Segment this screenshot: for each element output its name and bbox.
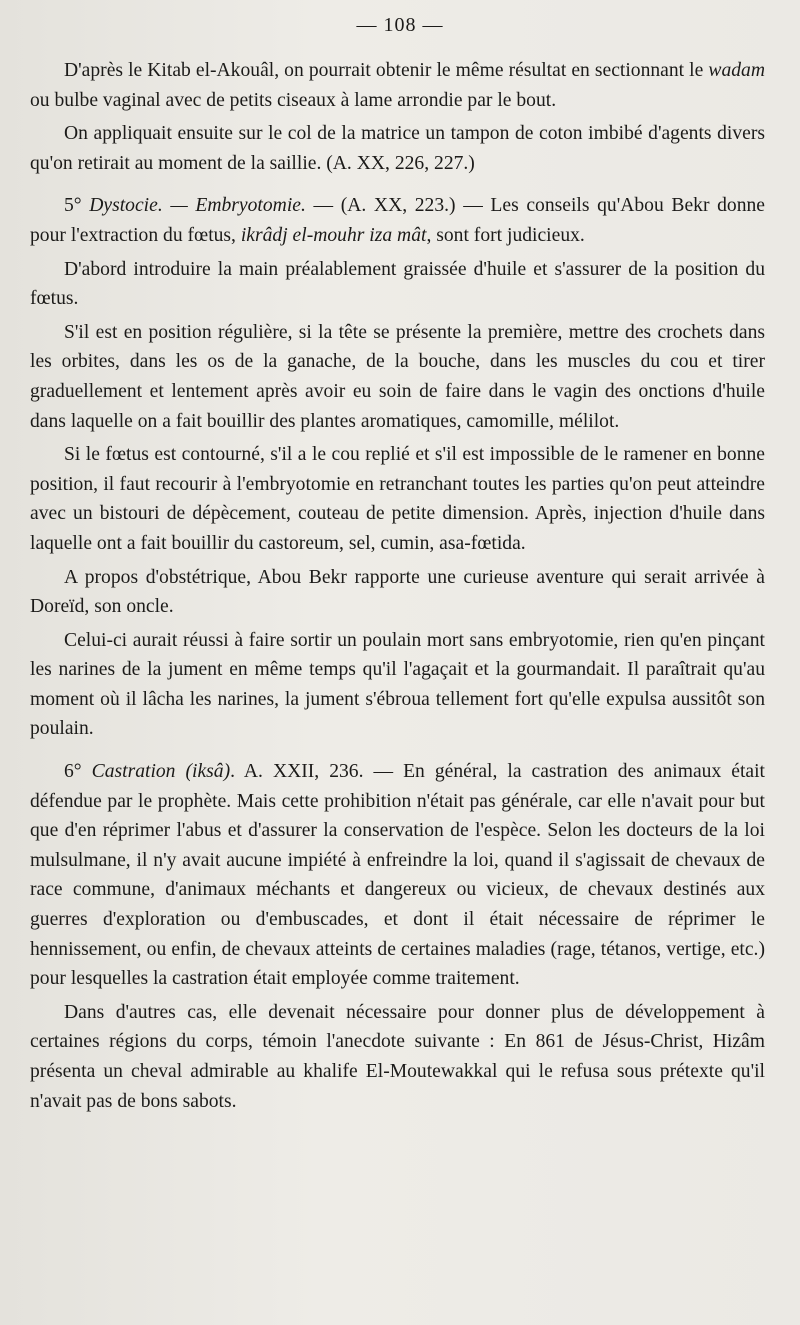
section-title-castration: Castration (iksâ) — [91, 761, 231, 783]
section-number: 6° — [64, 761, 92, 783]
section-heading-castration — [30, 757, 765, 994]
section-number: 5° — [64, 195, 90, 217]
text-run: , sont fort judicieux. — [426, 224, 585, 246]
paragraph-tampon: On appliquait ensuite sur le col de la matrice un tampon de coton imbibé d'agents divers qu'on retirait au moment de la saillie. (A. XX, 226, 227.) — [30, 123, 765, 174]
paragraph-foetus-contourne: Si le fœtus est contourné, s'il a le cou replié et s'il est impossible de le ramener en bonne position, il faut recourir à l'embryotomie en retranchant toutes les parties qu'on peut atteindre avec un bistouri de dépècement, couteau de petite dimension. Après, injection d'huile dans laquelle ont a fait bouillir du castoreum, sel, cumin, asa-fœtida. — [30, 444, 765, 554]
italic-term-wadam: wadam — [708, 60, 765, 81]
section-title-dystocie: Dystocie. — Embryotomie. — [89, 195, 306, 217]
page-number: — 108 — — [356, 14, 444, 36]
text-run: — (A. XX, 223.) — Les conseils qu'Abou Bekr donne pour l'extraction du fœtus, — [30, 195, 766, 246]
page-body — [30, 56, 765, 1116]
section-heading-dystocie — [30, 191, 765, 250]
paragraph-poulain-mort: Celui-ci aurait réussi à faire sortir un poulain mort sans embryotomie, rien qu'en pinçant les narines de la jument en même temps qu'il l'agaçait et la gourmandait. Il paraîtrait qu'au moment où il lâcha les narines, la jument s'ébroua tellement fort qu'elle expulsa aussitôt son poulain. — [30, 629, 765, 740]
text-run: D'après le Kitab el-Akouâl, on pourrait obtenir le même résultat en sectionnant le — [64, 60, 709, 81]
paragraph-kitab-el-akoual — [30, 56, 765, 115]
paragraph-introduire-main: D'abord introduire la main préalablement graissée d'huile et s'assurer de la position du fœtus. — [30, 258, 765, 310]
paragraph-autres-cas: Dans d'autres cas, elle devenait nécessaire pour donner plus de développement à certaines régions du corps, témoin l'anecdote suivante : En 861 de Jésus-Christ, Hizâm présenta un cheval admirable au khalife El-Moutewakkal qui le refusa sous prétexte qu'il n'avait pas de bons sabots. — [30, 1001, 765, 1112]
italic-term-ikradj: ikrâdj el-mouhr iza mât — [240, 224, 427, 246]
paragraph-position-reguliere: S'il est en position régulière, si la tête se présente la première, mettre des crochets dans les orbites, dans les os de la ganache, de la bouche, dans les muscles du cou et tirer graduellement et lentement après avoir eu soin de faire dans le vagin des onctions d'huile dans laquelle on a fait bouillir des plantes aromatiques, camomille, mélilot. — [30, 321, 765, 432]
paragraph-obstetrique: A propos d'obstétrique, Abou Bekr rapporte une curieuse aventure qui serait arrivée à Doreïd, son oncle. — [30, 566, 765, 618]
text-run: . A. XXII, 236. — En général, la castration des animaux était défendue par le prophète. Mais cette prohibition n'était pas générale, car elle n'avait pour but que d'en réprimer l'abus et d'assurer la conservation de l'espèce. Selon les docteurs de la loi mulsulmane, il n'y avait aucune impiété à enfreindre la loi, quand il s'agissait de chevaux de race commune, d'animaux méchants et dangereux ou vicieux, de chevaux destinés aux guerres d'exploration ou d'embuscades, et dont il était nécessaire de réprimer le hennissement, ou enfin, de chevaux atteints de certaines maladies (rage, tétanos, vertige, etc.) pour lesquelles la castration était employée comme traitement. — [30, 761, 766, 990]
text-run: ou bulbe vaginal avec de petits ciseaux à lame arrondie par le bout. — [30, 89, 557, 111]
